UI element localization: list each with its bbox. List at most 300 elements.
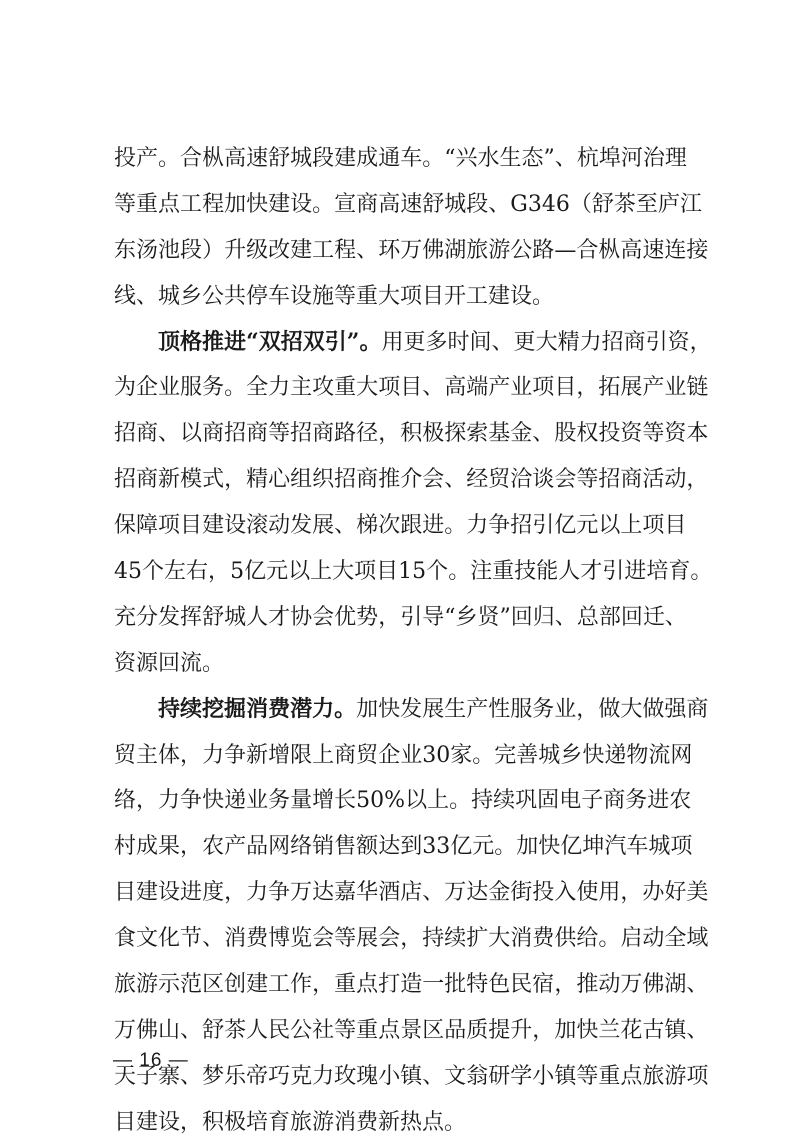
glyph: 重	[598, 1063, 621, 1089]
glyph: 重	[334, 972, 357, 998]
glyph: 工	[268, 972, 291, 998]
glyph: 会	[422, 467, 445, 493]
glyph: 用	[598, 880, 621, 906]
glyph: 强	[664, 696, 687, 722]
glyph: 股	[554, 421, 577, 447]
glyph: 通	[378, 146, 401, 171]
glyph: 翁	[466, 1063, 489, 1089]
glyph: 径	[356, 421, 379, 447]
glyph: 业	[554, 696, 577, 722]
glyph: 枞	[202, 146, 225, 171]
glyph: 大	[488, 926, 511, 952]
text-line	[114, 641, 682, 687]
line-content	[114, 1008, 709, 1054]
glyph: 资	[664, 421, 687, 447]
glyph: 快	[576, 1017, 599, 1043]
glyph: 杭	[576, 146, 599, 171]
glyph: 设	[290, 191, 313, 217]
glyph: 推	[202, 328, 225, 355]
glyph: 。	[334, 695, 357, 722]
glyph: ”	[346, 328, 360, 355]
glyph: 、	[422, 880, 445, 906]
glyph: ，	[576, 375, 599, 401]
glyph: 、	[554, 146, 577, 171]
glyph: 元	[576, 513, 599, 539]
glyph: 争	[180, 788, 203, 814]
glyph: 建	[246, 972, 269, 998]
glyph: —	[554, 237, 577, 263]
line-content	[114, 549, 713, 595]
glyph: 量	[290, 788, 313, 814]
glyph: 至	[635, 191, 658, 217]
glyph: 性	[488, 696, 511, 722]
glyph: 等	[334, 1017, 357, 1043]
glyph: 设	[158, 880, 181, 906]
glyph: 完	[494, 742, 517, 768]
glyph: 才	[268, 604, 291, 630]
glyph: 、	[532, 421, 555, 447]
glyph: ）	[202, 237, 225, 263]
glyph: 极	[422, 421, 445, 447]
glyph: 引	[532, 513, 555, 539]
glyph: 双	[302, 328, 325, 355]
glyph: 进	[647, 788, 670, 814]
glyph: 舒	[268, 146, 291, 171]
glyph: 级	[246, 237, 269, 263]
glyph: “	[444, 604, 456, 630]
glyph: 做	[642, 696, 665, 722]
glyph: 时	[447, 329, 470, 355]
glyph: 商	[202, 421, 225, 447]
glyph: 万	[620, 972, 643, 998]
glyph: 区	[202, 972, 225, 998]
glyph: 注	[470, 559, 493, 585]
glyph: 大	[356, 375, 379, 401]
glyph: 全	[246, 375, 269, 401]
glyph: 湖	[444, 237, 467, 263]
line-content	[114, 595, 687, 641]
glyph: 45	[114, 559, 142, 585]
glyph: 会	[312, 926, 335, 952]
glyph: 展	[312, 513, 335, 539]
glyph: 段	[312, 146, 335, 171]
glyph: 研	[488, 1063, 511, 1089]
glyph: 格	[180, 328, 203, 355]
glyph: 茶	[224, 1017, 247, 1043]
line-content	[114, 1100, 682, 1146]
glyph: 目	[664, 513, 687, 539]
glyph: 乐	[224, 1063, 247, 1089]
glyph: 一	[422, 972, 445, 998]
glyph: 高	[444, 375, 467, 401]
line-content	[114, 733, 693, 779]
glyph: 物	[626, 742, 649, 768]
glyph: 佛	[642, 972, 665, 998]
glyph: 博	[268, 926, 291, 952]
glyph: 上	[427, 788, 450, 814]
glyph: 亿	[554, 513, 577, 539]
glyph: 精	[557, 329, 580, 355]
glyph: 建	[290, 237, 313, 263]
glyph: 目	[180, 513, 203, 539]
glyph: 消	[510, 926, 533, 952]
glyph: 商	[334, 742, 357, 768]
glyph: 引	[400, 604, 423, 630]
glyph: 等	[576, 1063, 599, 1089]
glyph: 务	[268, 788, 291, 814]
glyph: 基	[488, 421, 511, 447]
glyph: 店	[400, 880, 423, 906]
line-content	[114, 182, 702, 228]
glyph: 增	[312, 788, 335, 814]
glyph: 重	[492, 559, 515, 585]
glyph: 5	[230, 559, 245, 585]
glyph: 目	[554, 375, 577, 401]
glyph: 产	[466, 696, 489, 722]
glyph: 左	[164, 559, 187, 585]
glyph: 景	[400, 1017, 423, 1043]
glyph: 贸	[356, 742, 379, 768]
glyph: 招	[290, 421, 313, 447]
glyph: 亿	[244, 559, 267, 585]
glyph: 务	[625, 788, 648, 814]
glyph: ”	[543, 146, 555, 171]
glyph: 续	[180, 695, 203, 722]
glyph: 间	[469, 329, 492, 355]
glyph: 梦	[202, 1063, 225, 1089]
glyph: 招	[114, 467, 137, 493]
glyph: 帝	[246, 1063, 269, 1089]
glyph: 投	[532, 880, 555, 906]
glyph: 作	[290, 972, 313, 998]
glyph: 引	[602, 559, 625, 585]
glyph: 增	[268, 742, 291, 768]
glyph: 大	[620, 696, 643, 722]
line-content	[114, 411, 709, 457]
glyph: 展	[620, 375, 643, 401]
glyph: 、	[444, 467, 467, 493]
glyph: 重	[136, 191, 159, 217]
glyph: 金	[510, 421, 533, 447]
glyph: 区	[422, 1017, 445, 1043]
glyph: 以	[180, 421, 203, 447]
glyph: 索	[466, 421, 489, 447]
glyph: 主	[136, 742, 159, 768]
glyph: 。	[472, 742, 495, 768]
glyph: 引	[324, 328, 347, 355]
glyph: 顶	[158, 328, 181, 355]
line-content	[114, 870, 709, 916]
glyph: 等	[576, 467, 599, 493]
glyph: 亿	[560, 834, 583, 860]
glyph: 城	[224, 604, 247, 630]
text-line	[114, 962, 709, 1008]
glyph: ，	[180, 834, 203, 860]
line-content	[114, 365, 709, 411]
glyph: 社	[312, 1017, 335, 1043]
glyph: 特	[466, 972, 489, 998]
glyph: 城	[538, 742, 561, 768]
glyph: 上	[310, 559, 333, 585]
glyph: 招	[601, 329, 624, 355]
glyph: 商	[620, 467, 643, 493]
glyph: 链	[686, 375, 709, 401]
line-content	[114, 916, 709, 962]
glyph: 会	[312, 604, 335, 630]
glyph: 达	[312, 880, 335, 906]
glyph: 、	[180, 1063, 203, 1089]
glyph: 等	[268, 421, 291, 447]
glyph: 势	[356, 604, 379, 630]
glyph: 商	[136, 421, 159, 447]
glyph: 改	[268, 237, 291, 263]
glyph: 商	[603, 788, 626, 814]
glyph: ，	[224, 467, 247, 493]
glyph: 能	[536, 559, 559, 585]
glyph: 子	[136, 1063, 159, 1089]
glyph: 舒	[202, 604, 225, 630]
glyph: 推	[378, 467, 401, 493]
line-content	[114, 641, 682, 687]
glyph: 农	[202, 834, 225, 860]
glyph: 、	[334, 513, 357, 539]
glyph: 水	[477, 146, 500, 171]
glyph: 民	[268, 1017, 291, 1043]
glyph: 动	[642, 926, 665, 952]
glyph: 发	[400, 696, 423, 722]
glyph: 全	[664, 926, 687, 952]
glyph: 项	[642, 513, 665, 539]
glyph: 项	[354, 559, 377, 585]
glyph: ，	[400, 926, 423, 952]
glyph: 进	[624, 559, 647, 585]
glyph: 务	[532, 696, 555, 722]
glyph: 重	[334, 375, 357, 401]
glyph: 、	[488, 191, 511, 217]
glyph: 端	[466, 375, 489, 401]
text-line	[114, 916, 709, 962]
glyph: 招	[280, 328, 303, 355]
glyph: 街	[510, 880, 533, 906]
glyph: 项	[532, 375, 555, 401]
glyph: 个	[426, 559, 449, 585]
text-line	[114, 778, 692, 824]
line-content	[114, 503, 687, 549]
glyph: 克	[290, 1063, 313, 1089]
glyph: 滚	[246, 513, 269, 539]
glyph: 建	[136, 880, 159, 906]
glyph: 乡	[455, 604, 478, 630]
glyph: 才	[580, 559, 603, 585]
glyph: 人	[246, 1017, 269, 1043]
text-line	[114, 687, 709, 733]
glyph: 探	[444, 421, 467, 447]
glyph: 产	[224, 834, 247, 860]
glyph: 商	[623, 329, 646, 355]
glyph: 果	[158, 834, 181, 860]
glyph: 连	[664, 237, 687, 263]
glyph: ，	[576, 696, 599, 722]
glyph: 投	[598, 421, 621, 447]
glyph: 会	[378, 926, 401, 952]
glyph: 舒	[422, 191, 445, 217]
glyph: 坤	[582, 834, 605, 860]
glyph: 织	[312, 467, 335, 493]
glyph: 城	[648, 834, 671, 860]
line-content	[158, 687, 709, 733]
glyph: 贸	[488, 467, 511, 493]
glyph: 加	[516, 834, 539, 860]
glyph: ，	[532, 1017, 555, 1043]
glyph: 段	[180, 237, 203, 263]
glyph: 招	[598, 467, 621, 493]
glyph: 快	[378, 696, 401, 722]
glyph: ，	[208, 559, 231, 585]
glyph: 埠	[598, 146, 621, 171]
glyph: 目	[400, 375, 423, 401]
glyph: 主	[290, 375, 313, 401]
glyph: “	[246, 328, 259, 355]
glyph: 舒	[591, 191, 614, 217]
glyph: 亿	[450, 834, 473, 860]
glyph: 推	[576, 972, 599, 998]
glyph: 力	[312, 695, 335, 722]
glyph: 东	[114, 237, 137, 263]
glyph: 旅	[642, 1063, 665, 1089]
glyph: 上	[620, 513, 643, 539]
glyph: 设	[224, 513, 247, 539]
glyph: 协	[290, 604, 313, 630]
glyph: 瑰	[356, 1063, 379, 1089]
glyph: 递	[604, 742, 627, 768]
glyph: 高	[378, 191, 401, 217]
glyph: 舒	[202, 1017, 225, 1043]
glyph: 商	[356, 467, 379, 493]
glyph: 力	[579, 329, 602, 355]
glyph: 育	[668, 559, 691, 585]
glyph: 跟	[400, 513, 423, 539]
glyph: 城	[444, 191, 467, 217]
glyph: 色	[488, 972, 511, 998]
glyph: 力	[268, 375, 291, 401]
glyph: 归	[532, 604, 555, 630]
glyph: 湖	[664, 972, 687, 998]
glyph: 洽	[510, 467, 533, 493]
glyph: 升	[510, 1017, 533, 1043]
glyph: 加	[224, 191, 247, 217]
glyph: 旅	[466, 237, 489, 263]
glyph: 公	[290, 1017, 313, 1043]
line-content	[158, 320, 712, 366]
glyph: 进	[224, 328, 247, 355]
glyph: 品	[444, 1017, 467, 1043]
glyph: 大	[332, 559, 355, 585]
glyph: 点	[378, 1017, 401, 1043]
glyph: 挖	[202, 695, 225, 722]
glyph: 项	[670, 834, 693, 860]
glyph: （	[569, 191, 592, 217]
glyph: 。	[312, 191, 335, 217]
glyph: 招	[510, 513, 533, 539]
glyph: 力	[466, 513, 489, 539]
glyph: 工	[312, 237, 335, 263]
glyph: 、	[664, 604, 687, 630]
glyph: 嘉	[334, 880, 357, 906]
glyph: 镇	[664, 1017, 687, 1043]
glyph: 商	[246, 421, 269, 447]
glyph: 新	[246, 742, 269, 768]
text-line	[114, 733, 693, 779]
glyph: 、	[180, 1017, 203, 1043]
glyph: 上	[312, 742, 335, 768]
glyph: 。	[448, 559, 471, 585]
glyph: 旅	[114, 972, 137, 998]
text-line	[114, 549, 713, 595]
glyph: 文	[136, 926, 159, 952]
glyph: 速	[642, 237, 665, 263]
glyph: 消	[224, 926, 247, 952]
glyph: 汤	[136, 237, 159, 263]
glyph: 池	[158, 237, 181, 263]
glyph: 力	[246, 880, 269, 906]
glyph: 供	[554, 926, 577, 952]
glyph: 点	[620, 1063, 643, 1089]
glyph: 合	[576, 237, 599, 263]
glyph: 30	[422, 742, 451, 768]
glyph: 产	[488, 375, 511, 401]
glyph: 迁	[642, 604, 665, 630]
text-line	[114, 595, 687, 641]
text-line	[114, 870, 709, 916]
glyph: 展	[422, 696, 445, 722]
glyph: 公	[510, 237, 533, 263]
glyph: ，	[312, 972, 335, 998]
line-text: 线、城乡公共停车设施等重大项目开工建设。	[114, 283, 555, 309]
glyph: 路	[334, 421, 357, 447]
glyph: 小	[378, 1063, 401, 1089]
line-content	[114, 136, 687, 182]
glyph: 组	[290, 467, 313, 493]
glyph: 争	[268, 880, 291, 906]
glyph: ，	[224, 880, 247, 906]
glyph: 等	[114, 191, 137, 217]
glyph: 保	[114, 513, 137, 539]
glyph: 个	[142, 559, 165, 585]
glyph: 。	[359, 328, 382, 355]
glyph: 产	[642, 375, 665, 401]
line-content	[114, 1054, 709, 1100]
glyph: 江	[679, 191, 702, 217]
glyph: 精	[246, 467, 269, 493]
glyph: 费	[268, 695, 291, 722]
glyph: 高	[620, 237, 643, 263]
glyph: 兰	[598, 1017, 621, 1043]
glyph: 资	[620, 421, 643, 447]
glyph: 络	[114, 788, 137, 814]
glyph: 服	[180, 375, 203, 401]
glyph: 食	[114, 926, 137, 952]
glyph: 商	[356, 191, 379, 217]
glyph: 建	[334, 146, 357, 171]
glyph: 提	[488, 1017, 511, 1043]
glyph: 更	[403, 329, 426, 355]
glyph: 进	[180, 880, 203, 906]
glyph: 力	[158, 788, 181, 814]
glyph: 万	[444, 880, 467, 906]
glyph: 持	[422, 926, 445, 952]
glyph: 企	[136, 375, 159, 401]
glyph: 。	[422, 146, 445, 171]
